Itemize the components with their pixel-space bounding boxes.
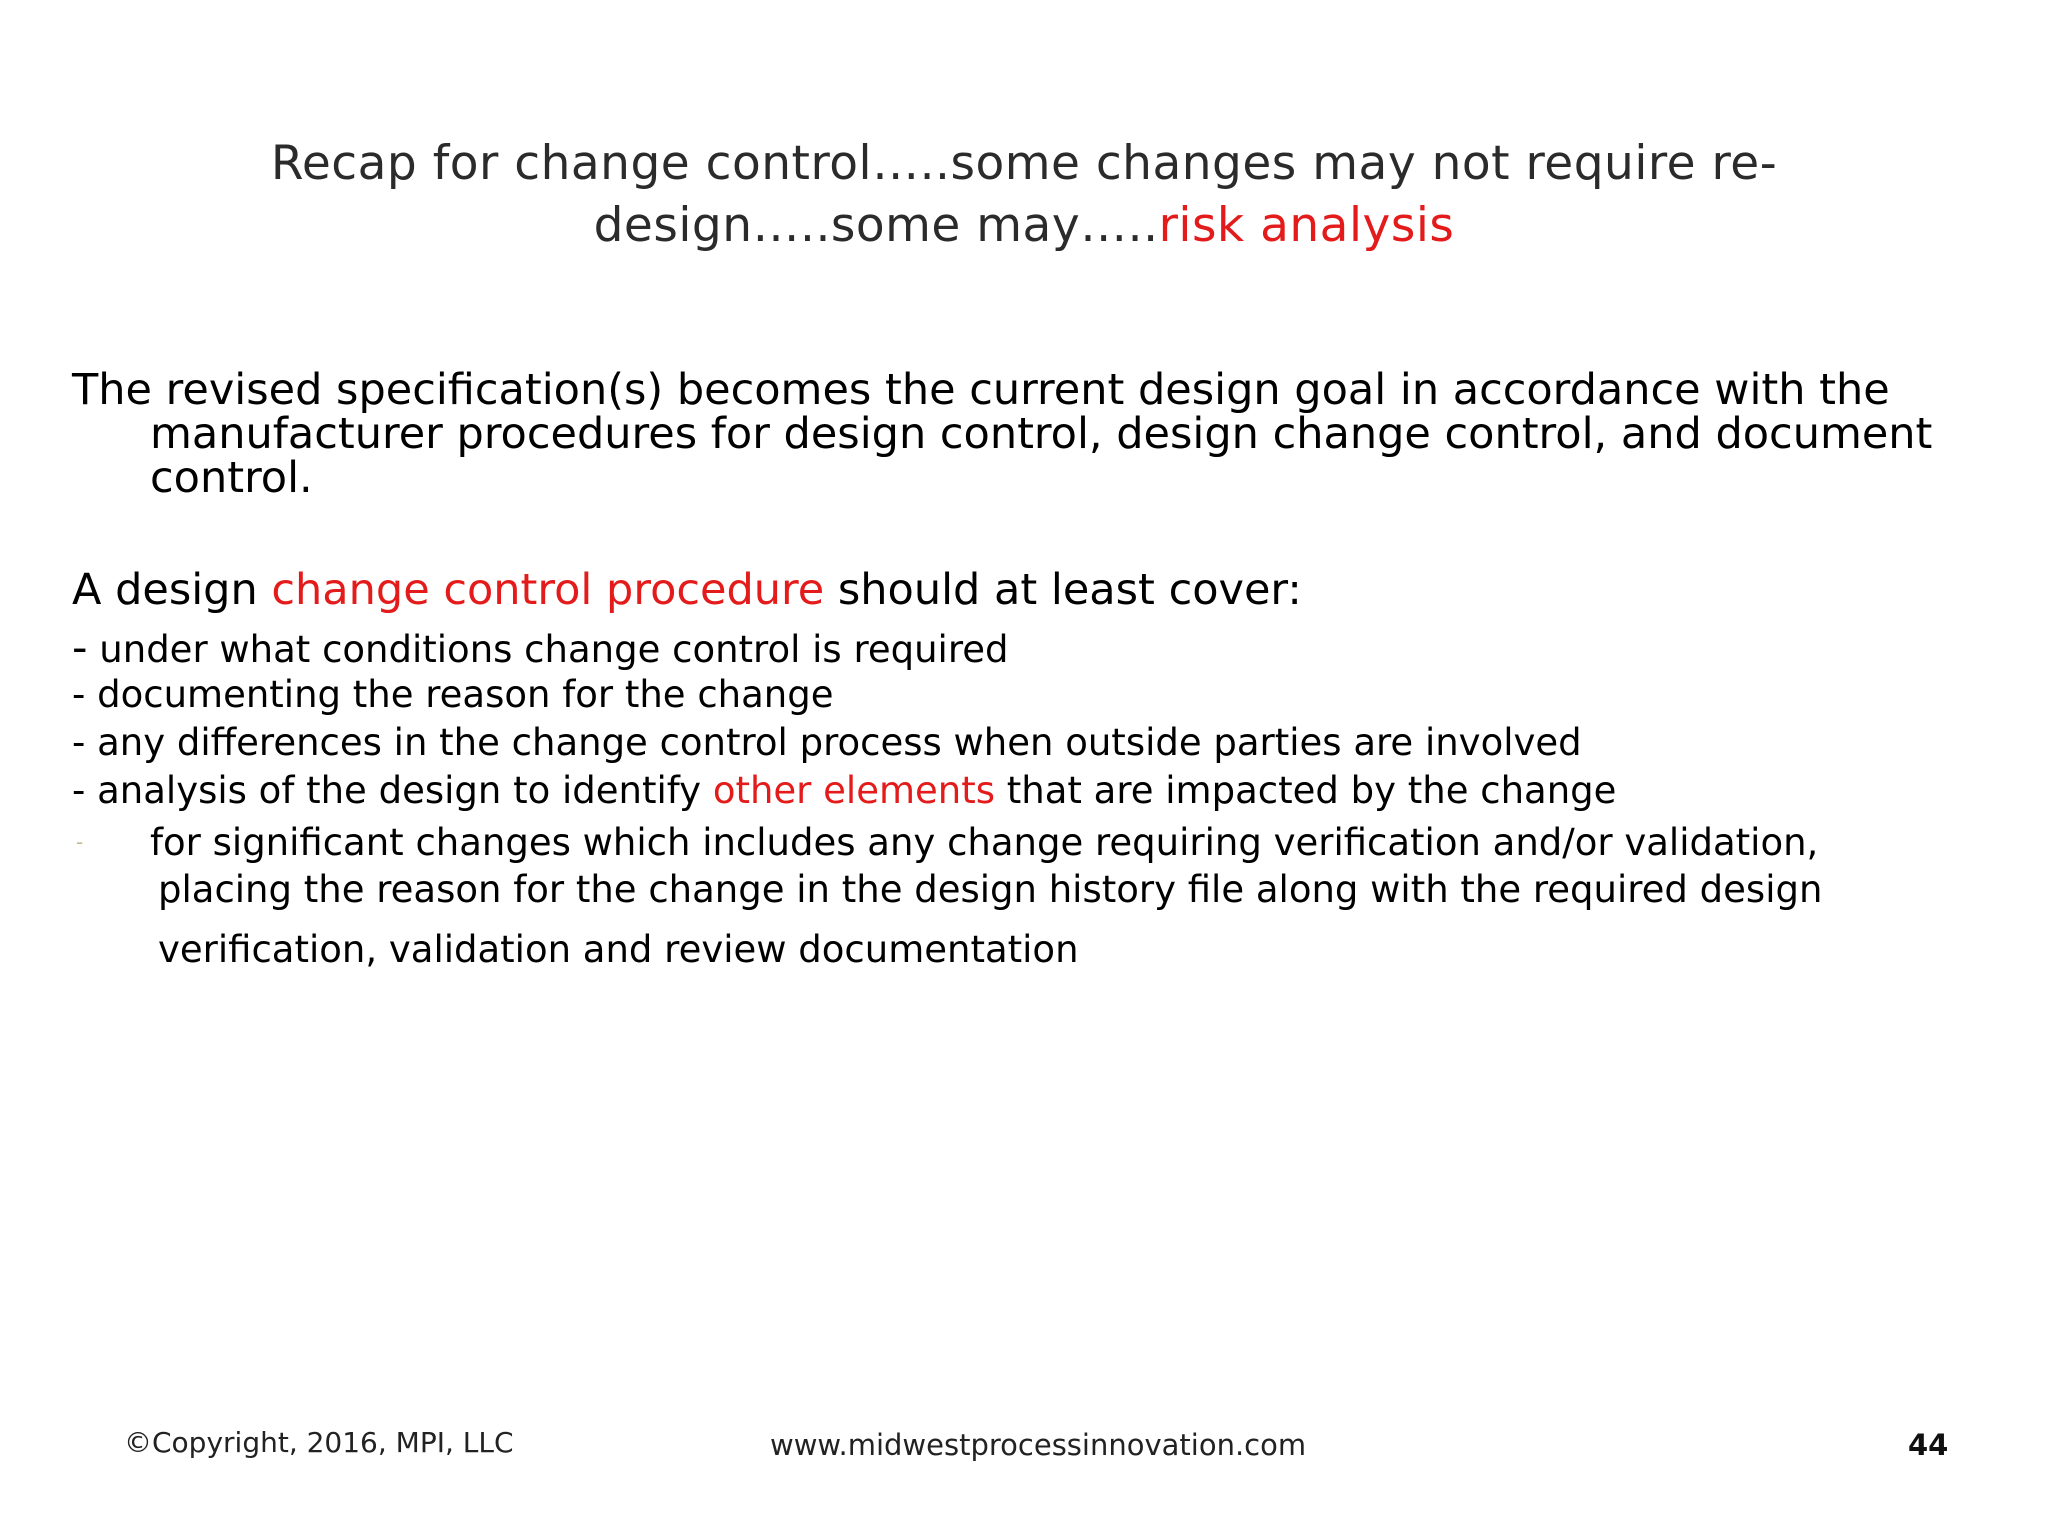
bullet5-line-2: placing the reason for the change in the design history file along with the required design — [158, 868, 1823, 911]
bullet-conditions — [72, 623, 1009, 673]
page-number: 44 — [1908, 1428, 1949, 1462]
bullet-dash: - — [72, 623, 88, 673]
bullet4-prefix: - analysis of the design to identify — [72, 769, 713, 812]
bullet-conditions-text: under what conditions change control is required — [87, 628, 1009, 671]
para2-prefix: A design — [72, 565, 272, 615]
title-line-2 — [0, 195, 2048, 257]
footer-copyright: ©Copyright, 2016, MPI, LLC — [124, 1426, 514, 1459]
highlight-change-control-procedure: change control procedure — [271, 565, 825, 615]
highlight-other-elements: other elements — [712, 769, 995, 812]
title-line-1: Recap for change control…..some changes may not require re- — [270, 136, 1778, 191]
bullet4-suffix: that are impacted by the change — [995, 769, 1617, 812]
bullet-outside-parties: - any differences in the change control process when outside parties are involved — [72, 721, 1582, 764]
bullet-marker: - — [76, 830, 84, 854]
para2-suffix: should at least cover: — [824, 565, 1302, 615]
footer-website: www.midwestprocessinnovation.com — [770, 1428, 1307, 1462]
paragraph-change-control-procedure — [72, 564, 1302, 616]
bullet-analysis-of-design — [72, 769, 1616, 813]
bullet5-line-1: for significant changes which includes any change requiring verification and/or validation, — [150, 821, 1819, 864]
title-highlight-risk-analysis: risk analysis — [1158, 198, 1455, 253]
slide-title — [0, 133, 2048, 257]
bullet-documenting-reason: - documenting the reason for the change — [72, 673, 834, 716]
paragraph-revised-specification: The revised specification(s) becomes the current design goal in accordance with the manufacturer procedures for design control, design change control, and document control. — [72, 365, 1933, 503]
title-line-2-text: design…..some may….. — [593, 198, 1159, 253]
bullet5-line-3: verification, validation and review documentation — [158, 928, 1079, 971]
